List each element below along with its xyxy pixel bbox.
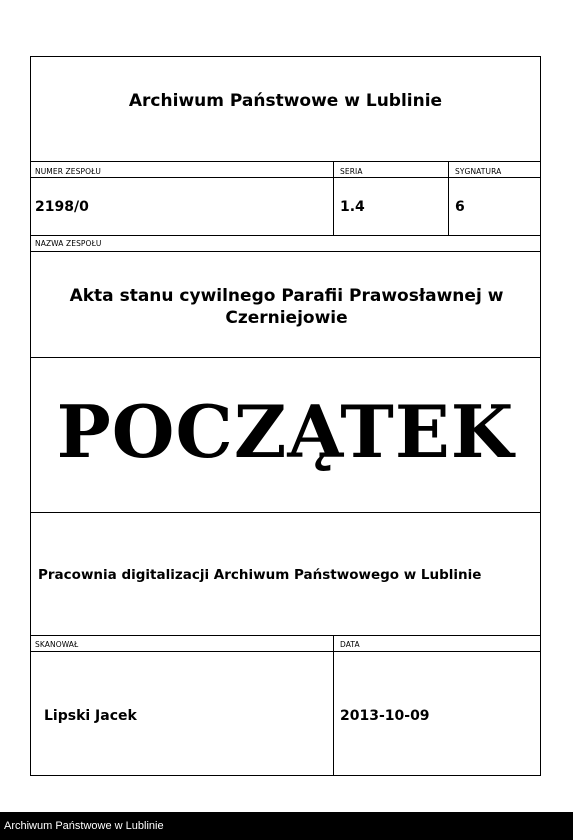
divider [31,357,540,358]
divider [31,161,540,162]
divider [31,635,540,636]
date-label: DATA [340,640,360,649]
divider [31,251,540,252]
scanner-name: Lipski Jacek [44,708,137,724]
column-divider [333,161,334,235]
archive-title: Archiwum Państwowe w Lublinie [128,91,443,111]
divider [31,235,540,236]
scan-date: 2013-10-09 [340,708,430,724]
start-marker: POCZĄTEK [56,389,515,474]
footer-archive-name: Archiwum Państwowe w Lublinie [4,820,164,832]
footer-bar [0,812,573,840]
fonds-name: Akta stanu cywilnego Parafii Prawosławnej w Czerniejowie [69,286,504,328]
scanner-label: SKANOWAŁ [35,640,79,649]
digitization-studio: Pracownia digitalizacji Archiwum Państwowego w Lublinie [38,567,482,583]
fonds-number-value: 2198/0 [35,199,89,215]
divider [31,512,540,513]
signature-value: 6 [455,199,465,215]
column-divider [333,635,334,775]
fonds-name-label: NAZWA ZESPOŁU [35,239,102,248]
divider [31,651,540,652]
fonds-number-label: NUMER ZESPOŁU [35,167,101,176]
series-label: SERIA [340,167,363,176]
archive-target-sheet [30,56,541,776]
column-divider [448,161,449,235]
signature-label: SYGNATURA [455,167,502,176]
series-value: 1.4 [340,199,365,215]
divider [31,177,540,178]
